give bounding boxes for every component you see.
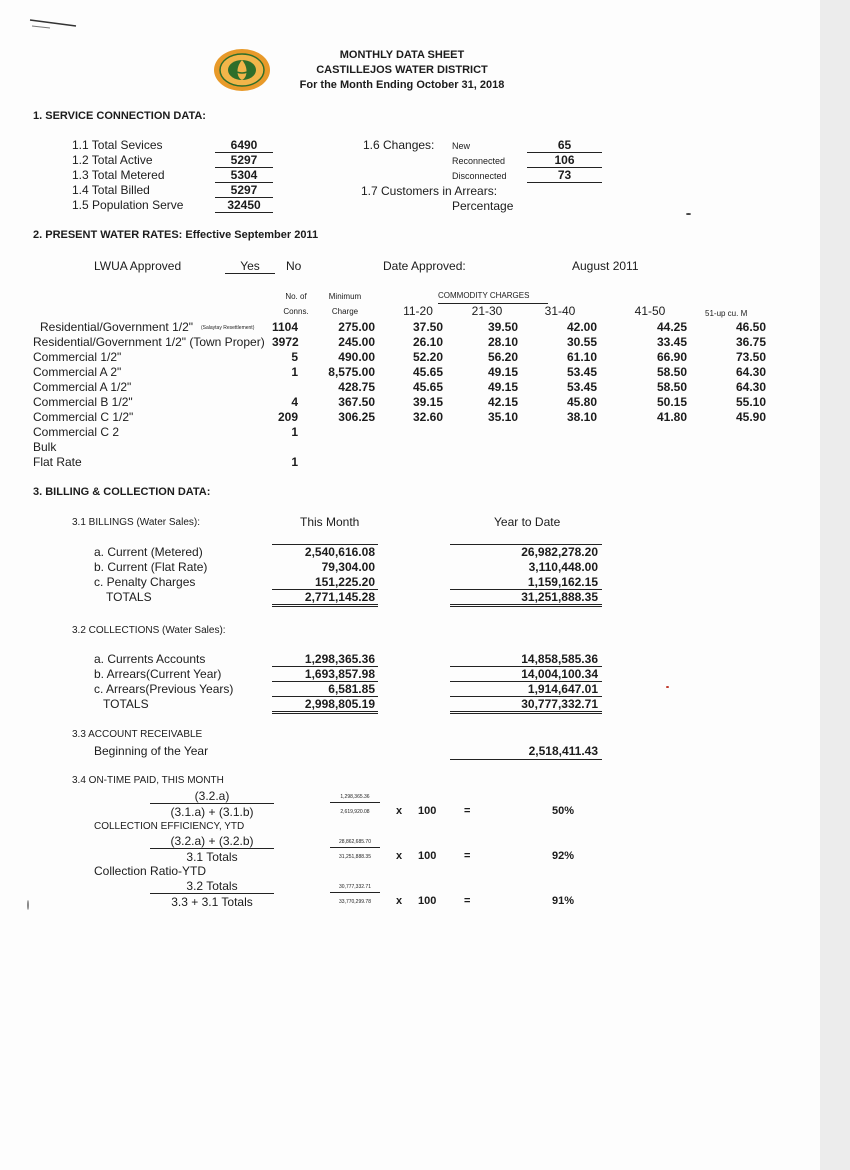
equals-sign: = (464, 895, 471, 907)
collection-ytd: 1,914,647.01 (527, 682, 598, 696)
s1-value: 5297 (230, 183, 258, 197)
rate-r1: 37.50 (412, 320, 443, 334)
rate-conns: 5 (291, 350, 298, 364)
rate-r2: 56.20 (487, 350, 518, 364)
rate-r5: 46.50 (735, 320, 766, 334)
range-header: 51-up cu. M (705, 309, 748, 318)
scan-speck (686, 213, 691, 215)
range-header: 31-40 (544, 304, 576, 318)
formula-n-value: 28,862,685.70 (339, 839, 371, 845)
rate-conns: 209 (277, 410, 298, 424)
hundred: 100 (418, 805, 437, 817)
change-label: New (452, 141, 471, 151)
double-underline (450, 604, 602, 607)
col-head: No. of (285, 292, 307, 301)
formula-d-value: 2,619,920.08 (340, 809, 370, 815)
billing-ytd: 1,159,162.15 (527, 575, 598, 589)
rate-r4: 33.45 (656, 335, 687, 349)
rate-min: 428.75 (338, 380, 375, 394)
rate-conns: 3972 (272, 335, 299, 349)
times-sign: x (396, 805, 403, 817)
billing-month: 2,771,145.28 (304, 590, 375, 604)
page-edge (820, 0, 850, 1170)
no-label: No (286, 259, 302, 273)
underline (450, 759, 602, 760)
formula-den: 3.3 + 3.1 Totals (171, 895, 253, 909)
fraction-bar (330, 892, 380, 893)
col-head: Minimum (328, 292, 362, 301)
ytd-header: Year to Date (494, 515, 561, 529)
rate-conns: 1 (291, 455, 298, 469)
double-underline (272, 604, 378, 607)
billing-label: b. Current (Flat Rate) (94, 560, 208, 574)
rate-conns: 1104 (272, 320, 299, 334)
rate-r2: 42.15 (487, 395, 518, 409)
ar-value: 2,518,411.43 (528, 744, 598, 758)
billing-ytd: 3,110,448.00 (528, 560, 598, 574)
range-header: 41-50 (634, 304, 666, 318)
formula-num: 3.2 Totals (186, 879, 238, 893)
billing-label: a. Current (Metered) (94, 545, 203, 559)
otp-label: 3.4 ON-TIME PAID, THIS MONTH (72, 775, 224, 786)
rate-r1: 32.60 (412, 410, 443, 424)
fraction-bar (330, 802, 380, 803)
rate-r3: 38.10 (566, 410, 597, 424)
underline (450, 544, 602, 545)
this-month-header: This Month (300, 515, 360, 529)
billing-month: 2,540,616.08 (304, 545, 375, 559)
cr-label: Collection Ratio-YTD (94, 864, 207, 878)
rate-r2: 28.10 (487, 335, 518, 349)
s1-value: 6490 (230, 138, 258, 152)
rate-min: 8,575.00 (328, 365, 375, 379)
underline (450, 589, 602, 590)
times-sign: x (396, 895, 403, 907)
underline (272, 681, 378, 682)
billing-ytd: 31,251,888.35 (521, 590, 598, 604)
collections-label: 3.2 COLLECTIONS (Water Sales): (72, 625, 226, 636)
collection-ytd: 14,858,585.36 (521, 652, 598, 666)
underline (215, 167, 273, 168)
commodity-header: COMMODITY CHARGES (438, 291, 530, 300)
rate-min: 367.50 (338, 395, 375, 409)
period: For the Month Ending October 31, 2018 (299, 79, 505, 91)
s1-value: 5297 (230, 153, 258, 167)
rate-r5: 64.30 (735, 365, 766, 379)
rate-r1: 45.65 (412, 365, 443, 379)
rate-r4: 50.15 (656, 395, 687, 409)
underline (527, 182, 602, 183)
percentage-label: Percentage (452, 199, 514, 213)
s1-label: 1.2 Total Active (72, 153, 153, 167)
rate-r3: 53.45 (566, 365, 597, 379)
rate-r3: 45.80 (566, 395, 597, 409)
date-approved-label: Date Approved: (383, 259, 466, 273)
rate-min: 275.00 (338, 320, 375, 334)
formula-n-value: 30,777,332.71 (339, 884, 371, 890)
rate-r2: 49.15 (487, 380, 518, 394)
rate-r4: 58.50 (656, 380, 687, 394)
rate-r2: 39.50 (487, 320, 518, 334)
formula-num: (3.2.a) (194, 789, 230, 803)
collection-label: b. Arrears(Current Year) (94, 667, 222, 681)
collection-ytd: 30,777,332.71 (521, 697, 598, 711)
rate-row-label: Residential/Government 1/2" (Town Proper) (33, 335, 265, 349)
s1-label: 1.5 Population Serve (72, 198, 184, 212)
underline (225, 273, 275, 274)
rate-row-label: Commercial C 1/2" (33, 410, 134, 424)
rate-r1: 45.65 (412, 380, 443, 394)
hundred: 100 (418, 895, 437, 907)
rate-r4: 66.90 (656, 350, 687, 364)
underline (215, 197, 273, 198)
org-name: CASTILLEJOS WATER DISTRICT (316, 64, 488, 76)
col-head: Charge (331, 307, 359, 316)
scan-speck (666, 686, 669, 688)
underline (527, 152, 602, 153)
scan-speck (27, 900, 29, 910)
sheet-title: MONTHLY DATA SHEET (339, 49, 465, 61)
lwua-label: LWUA Approved (94, 259, 182, 273)
s1-label: 1.4 Total Billed (72, 183, 150, 197)
range-header: 21-30 (471, 304, 503, 318)
underline (272, 666, 378, 667)
double-underline (272, 711, 378, 714)
change-value: 65 (557, 138, 572, 152)
billings-label: 3.1 BILLINGS (Water Sales): (72, 517, 201, 528)
underline (215, 182, 273, 183)
corner-mark (28, 16, 80, 30)
times-sign: x (396, 850, 403, 862)
formula-n-value: 1,298,365.36 (340, 794, 370, 800)
underline (272, 544, 378, 545)
rate-r5: 45.90 (735, 410, 766, 424)
underline (450, 696, 602, 697)
fraction-bar (150, 848, 274, 849)
s3-title: 3. BILLING & COLLECTION DATA: (33, 486, 211, 498)
formula-num: (3.2.a) + (3.2.b) (170, 834, 254, 848)
underline (450, 666, 602, 667)
range-header: 11-20 (403, 304, 433, 318)
yes-label: Yes (240, 259, 260, 273)
collection-month: 6,581.85 (328, 682, 375, 696)
rate-r5: 36.75 (735, 335, 766, 349)
s2-title: 2. PRESENT WATER RATES: Effective September 2011 (33, 229, 319, 241)
equals-sign: = (464, 850, 471, 862)
rate-r4: 44.25 (656, 320, 687, 334)
underline (272, 696, 378, 697)
rate-row-label: Commercial 1/2" (33, 350, 122, 364)
change-label: Reconnected (452, 156, 506, 166)
arrears-label: 1.7 Customers in Arrears: (361, 184, 498, 198)
rate-row-label: Commercial A 1/2" (33, 380, 132, 394)
ar-sub: Beginning of the Year (94, 744, 209, 758)
rate-min: 490.00 (338, 350, 375, 364)
rate-conns: 1 (291, 365, 298, 379)
underline (527, 167, 602, 168)
rate-row-label: Bulk (33, 440, 57, 454)
col-head: Conns. (283, 307, 309, 316)
billing-month: 151,225.20 (314, 575, 375, 589)
equals-sign: = (464, 805, 471, 817)
rate-r1: 26.10 (412, 335, 443, 349)
formula-den: (3.1.a) + (3.1.b) (170, 805, 254, 819)
collection-month: 1,693,857.98 (304, 667, 375, 681)
water-district-logo (213, 48, 271, 92)
formula-d-value: 33,770,299.78 (339, 899, 371, 905)
billing-label: TOTALS (106, 590, 152, 604)
change-value: 106 (554, 153, 575, 167)
underline (272, 589, 378, 590)
double-underline (450, 711, 602, 714)
ce-label: COLLECTION EFFICIENCY, YTD (94, 821, 245, 832)
underline (450, 681, 602, 682)
change-label: Disconnected (452, 171, 507, 181)
rate-r4: 58.50 (656, 365, 687, 379)
billing-label: c. Penalty Charges (94, 575, 196, 589)
s1-label: 1.3 Total Metered (72, 168, 165, 182)
rate-row-label: Flat Rate (33, 455, 82, 469)
collection-ytd: 14,004,100.34 (521, 667, 598, 681)
hundred: 100 (418, 850, 437, 862)
rate-row-label: Commercial C 2 (33, 425, 120, 439)
rate-r2: 49.15 (487, 365, 518, 379)
rate-row-label: Commercial A 2" (33, 365, 122, 379)
rate-r2: 35.10 (487, 410, 518, 424)
fraction-bar (150, 803, 274, 804)
result-otp: 50% (552, 805, 575, 817)
rate-row-label: Residential/Government 1/2" (40, 320, 194, 334)
rate-min: 306.25 (338, 410, 375, 424)
collection-label: a. Currents Accounts (94, 652, 206, 666)
collection-month: 1,298,365.36 (304, 652, 375, 666)
s1-value: 32450 (227, 198, 261, 212)
change-value: 73 (557, 168, 572, 182)
formula-d-value: 31,251,888.35 (339, 854, 371, 860)
ar-label: 3.3 ACCOUNT RECEIVABLE (72, 729, 203, 740)
rate-r1: 39.15 (412, 395, 443, 409)
fraction-bar (150, 893, 274, 894)
collection-label: TOTALS (103, 697, 149, 711)
rate-r3: 53.45 (566, 380, 597, 394)
billing-ytd: 26,982,278.20 (521, 545, 598, 559)
changes-label: 1.6 Changes: (363, 138, 435, 152)
s1-label: 1.1 Total Sevices (72, 138, 163, 152)
rate-conns: 1 (291, 425, 298, 439)
rate-r5: 55.10 (735, 395, 766, 409)
fraction-bar (330, 847, 380, 848)
collection-label: c. Arrears(Previous Years) (94, 682, 234, 696)
rate-row-note: (Salaytay Resettlement) (201, 325, 255, 331)
underline (215, 212, 273, 213)
s1-value: 5304 (230, 168, 258, 182)
rate-r5: 73.50 (735, 350, 766, 364)
rate-r3: 30.55 (566, 335, 597, 349)
rate-row-label: Commercial B 1/2" (33, 395, 133, 409)
billing-month: 79,304.00 (321, 560, 375, 574)
rate-r5: 64.30 (735, 380, 766, 394)
rate-min: 245.00 (338, 335, 375, 349)
result-ce: 92% (552, 850, 575, 862)
date-approved-value: August 2011 (572, 259, 639, 273)
rate-r3: 42.00 (566, 320, 597, 334)
formula-den: 3.1 Totals (186, 850, 238, 864)
underline (215, 152, 273, 153)
rate-r1: 52.20 (412, 350, 443, 364)
rate-r4: 41.80 (656, 410, 687, 424)
rate-conns: 4 (291, 395, 298, 409)
result-cr: 91% (552, 895, 575, 907)
rate-r3: 61.10 (566, 350, 597, 364)
collection-month: 2,998,805.19 (304, 697, 375, 711)
s1-title: 1. SERVICE CONNECTION DATA: (33, 110, 206, 122)
